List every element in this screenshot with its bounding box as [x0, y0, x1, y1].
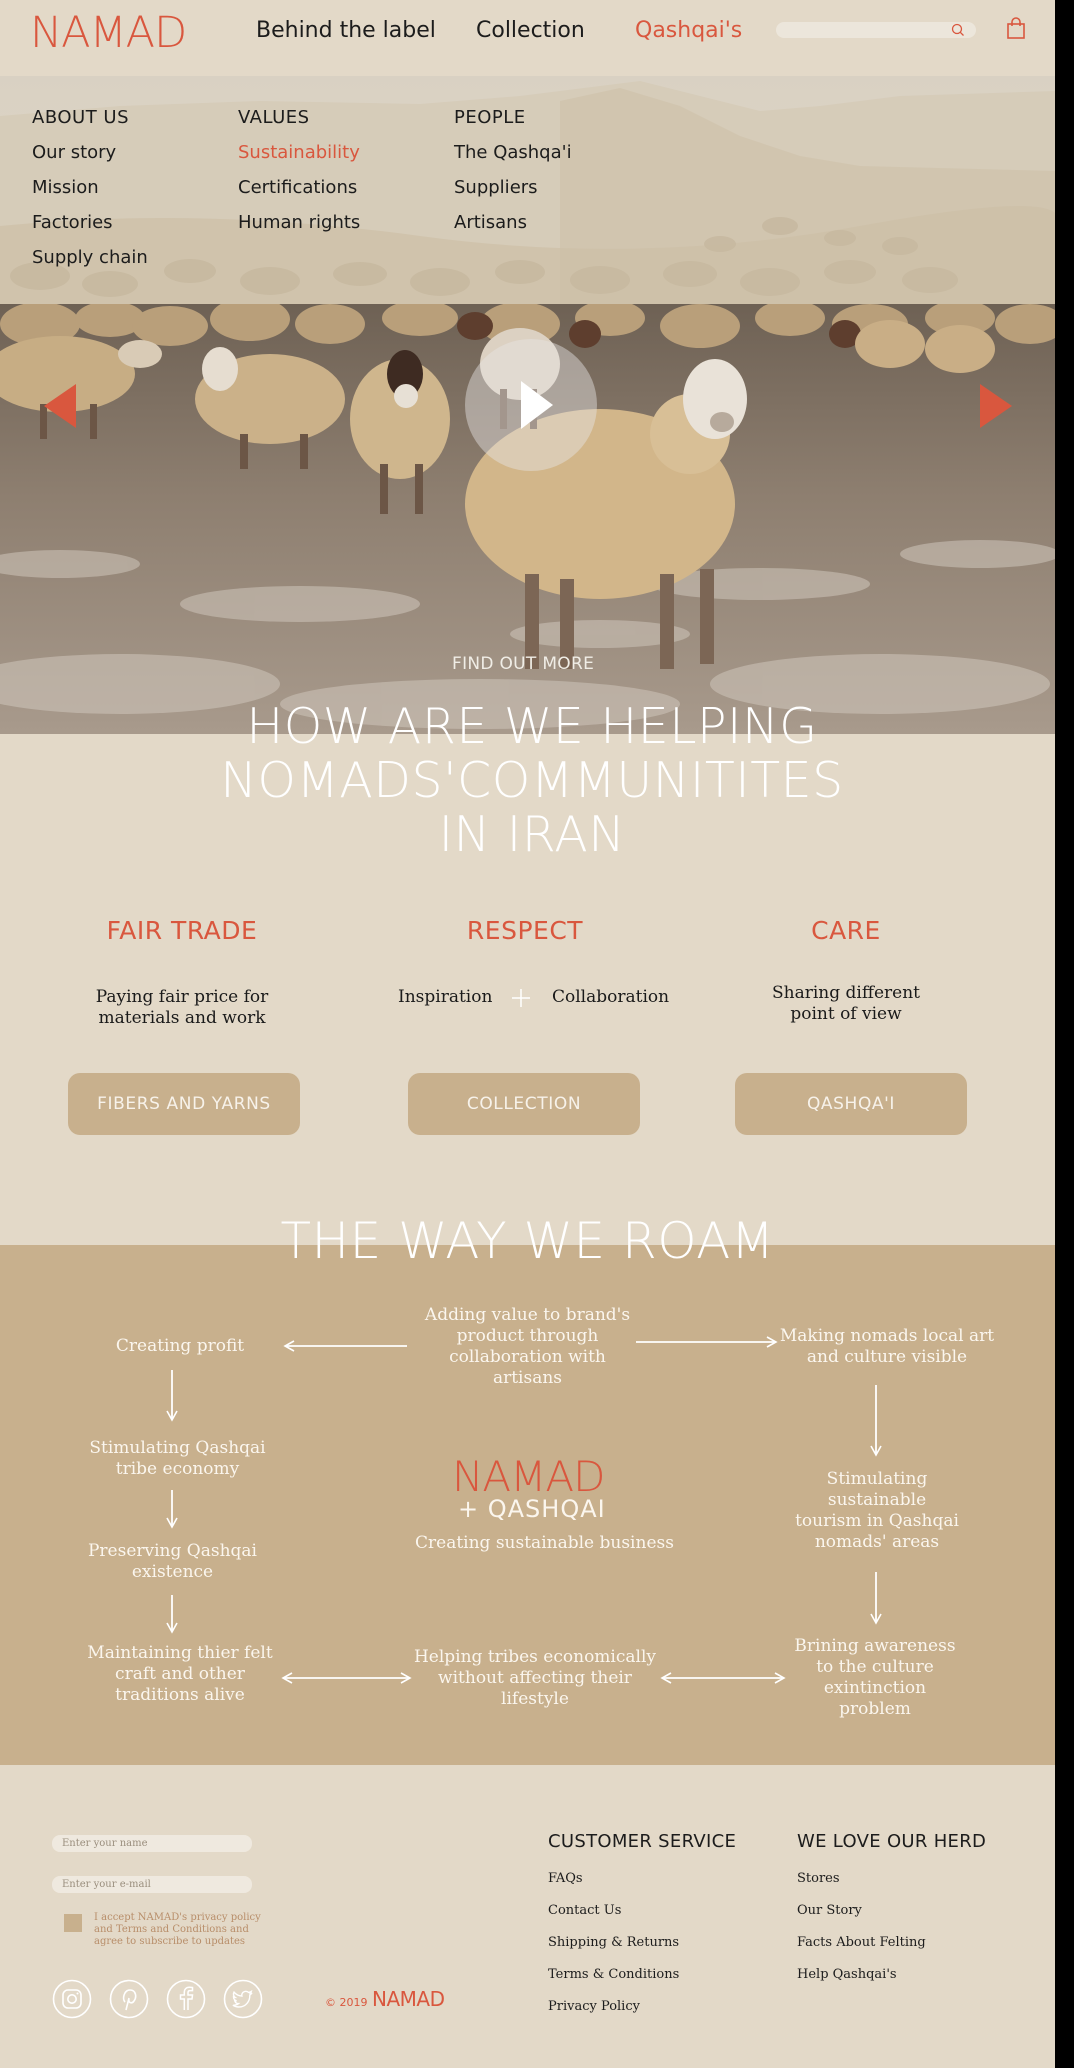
roam-line: Creating profit	[115, 1336, 245, 1356]
consent-text	[94, 1912, 264, 1948]
footer-link-stores[interactable]: Stores	[797, 1871, 840, 1886]
nav-behind-the-label[interactable]: Behind the label	[256, 18, 436, 43]
play-icon	[465, 339, 597, 471]
collection-button[interactable]: COLLECTION	[408, 1073, 640, 1135]
footer-heading-customer-service: CUSTOMER SERVICE	[548, 1831, 737, 1852]
menu-item-suppliers[interactable]: Suppliers	[454, 177, 538, 198]
menu-item-supply-chain[interactable]: Supply chain	[32, 247, 148, 268]
site-footer	[0, 1765, 1055, 2068]
roam-line: Maintaining thier felt	[87, 1643, 273, 1663]
roam-line: product through	[456, 1326, 599, 1346]
roam-line: traditions alive	[115, 1685, 245, 1705]
roam-line: Brining awareness	[794, 1636, 956, 1656]
email-field[interactable]	[52, 1876, 252, 1893]
footer-logo: NAMAD	[372, 1987, 445, 2011]
footer-heading-we-love-our-herd: WE LOVE OUR HERD	[797, 1831, 987, 1852]
footer-link-contact-us[interactable]: Contact Us	[548, 1903, 622, 1918]
twitter-icon[interactable]	[223, 1979, 263, 2019]
roam-line: to the culture	[816, 1657, 934, 1677]
way-we-roam-section	[0, 1245, 1055, 1765]
consent-line: agree to subscribe to updates	[94, 1936, 246, 1947]
copyright-year: © 2019	[325, 1996, 368, 2009]
roam-node-stimulating-tourism	[772, 1469, 982, 1553]
value-title-respect: RESPECT	[466, 916, 584, 945]
headline-line-3: IN IRAN	[438, 806, 626, 863]
headline-line-1: HOW ARE WE HELPING	[246, 698, 818, 755]
roam-node-helping-tribes	[405, 1647, 665, 1710]
facebook-icon[interactable]	[166, 1979, 206, 2019]
roam-node-adding-value	[410, 1305, 645, 1389]
consent-checkbox[interactable]	[64, 1914, 82, 1932]
find-out-more-link[interactable]: FIND OUT MORE	[452, 654, 595, 674]
menu-item-factories[interactable]: Factories	[32, 212, 113, 233]
nav-collection[interactable]: Collection	[476, 18, 585, 43]
nav-qashqais[interactable]: Qashqai's	[635, 18, 743, 43]
footer-link-help-qashqais[interactable]: Help Qashqai's	[797, 1967, 897, 1982]
roam-line: lifestyle	[501, 1689, 569, 1709]
brand-tagline: Creating sustainable business	[415, 1533, 674, 1553]
value-text-line: Paying fair price for	[95, 987, 269, 1007]
headline-line-2: NOMADS'COMMUNITITES	[220, 752, 844, 809]
roam-line: and culture visible	[806, 1347, 968, 1367]
play-video-button[interactable]	[465, 339, 597, 471]
roam-line: tourism in Qashqai	[795, 1511, 959, 1531]
roam-line: tribe economy	[115, 1459, 240, 1479]
footer-link-privacy-policy[interactable]: Privacy Policy	[548, 1999, 640, 2014]
footer-link-our-story[interactable]: Our Story	[797, 1903, 862, 1918]
roam-line: craft and other	[115, 1664, 245, 1684]
roam-line: problem	[839, 1699, 911, 1719]
menu-heading-values: VALUES	[238, 107, 310, 128]
consent-line: and Terms and Conditions and	[94, 1924, 249, 1935]
plus-icon	[510, 987, 532, 1009]
headline	[0, 700, 1055, 862]
roam-node-preserving-existence	[55, 1541, 290, 1583]
menu-heading-people: PEOPLE	[454, 107, 526, 128]
footer-link-faqs[interactable]: FAQs	[548, 1871, 583, 1886]
site-header	[0, 0, 1055, 76]
value-text-fair-trade	[62, 987, 302, 1029]
roam-node-stimulating-economy	[60, 1438, 295, 1480]
menu-item-sustainability[interactable]: Sustainability	[238, 142, 360, 163]
roam-line: Stimulating Qashqai	[89, 1438, 266, 1458]
footer-link-terms-conditions[interactable]: Terms & Conditions	[548, 1967, 680, 1982]
value-text-inspiration: Inspiration	[398, 987, 493, 1007]
footer-link-facts-about-felting[interactable]: Facts About Felting	[797, 1935, 926, 1950]
menu-item-the-qashqai[interactable]: The Qashqa'i	[454, 142, 572, 163]
menu-heading-about-us: ABOUT US	[32, 107, 130, 128]
roam-node-creating-profit	[60, 1336, 300, 1357]
roam-line: Making nomads local art	[779, 1326, 995, 1346]
value-text-line: Sharing different	[772, 983, 920, 1003]
value-text-care	[726, 983, 966, 1025]
roam-line: collaboration with	[449, 1347, 606, 1367]
value-text-line: point of view	[790, 1004, 902, 1024]
roam-line: nomads' areas	[814, 1532, 940, 1552]
value-text-collaboration: Collaboration	[552, 987, 670, 1007]
roam-line: artisans	[492, 1368, 563, 1388]
roam-line: sustainable	[827, 1490, 927, 1510]
roam-line: Stimulating	[826, 1469, 928, 1489]
name-field[interactable]	[52, 1835, 252, 1852]
mega-menu	[0, 76, 1055, 304]
roam-line: Adding value to brand's	[424, 1305, 631, 1325]
pinterest-icon[interactable]	[109, 1979, 149, 2019]
brand-sub: + QASHQAI	[458, 1495, 606, 1523]
roam-line: Preserving Qashqai	[87, 1541, 257, 1561]
slider-prev-arrow-icon[interactable]	[44, 384, 78, 428]
namad-logo: NAMAD	[452, 1452, 605, 1501]
roam-line: exintinction	[823, 1678, 927, 1698]
slider-next-arrow-icon[interactable]	[978, 384, 1012, 428]
section-title-roam: THE WAY WE ROAM	[280, 1212, 775, 1270]
search-icon[interactable]	[950, 22, 966, 38]
instagram-icon[interactable]	[52, 1979, 92, 2019]
consent-line: I accept NAMAD's privacy policy	[94, 1912, 261, 1923]
menu-item-mission[interactable]: Mission	[32, 177, 99, 198]
roam-node-maintaining-craft	[60, 1643, 300, 1706]
menu-item-certifications[interactable]: Certifications	[238, 177, 358, 198]
menu-item-human-rights[interactable]: Human rights	[238, 212, 361, 233]
menu-item-artisans[interactable]: Artisans	[454, 212, 527, 233]
search-input[interactable]	[776, 22, 976, 38]
roam-line: without affecting their	[438, 1668, 632, 1688]
menu-item-our-story[interactable]: Our story	[32, 142, 117, 163]
fibers-and-yarns-button[interactable]: FIBERS AND YARNS	[68, 1073, 300, 1135]
hero-slider	[0, 304, 1055, 734]
value-title-fair-trade: FAIR TRADE	[106, 916, 258, 945]
roam-node-making-art-visible	[772, 1326, 1002, 1368]
roam-line: Helping tribes economically	[413, 1647, 657, 1667]
value-title-care: CARE	[811, 916, 881, 945]
footer-link-shipping-returns[interactable]: Shipping & Returns	[548, 1935, 680, 1950]
logo[interactable]: NAMAD	[30, 8, 187, 58]
value-text-line: materials and work	[98, 1008, 266, 1028]
roam-line: existence	[131, 1562, 214, 1582]
shopping-bag-icon[interactable]	[1006, 16, 1026, 40]
qashqai-button[interactable]: QASHQA'I	[735, 1073, 967, 1135]
roam-node-brining-awareness	[770, 1636, 980, 1720]
